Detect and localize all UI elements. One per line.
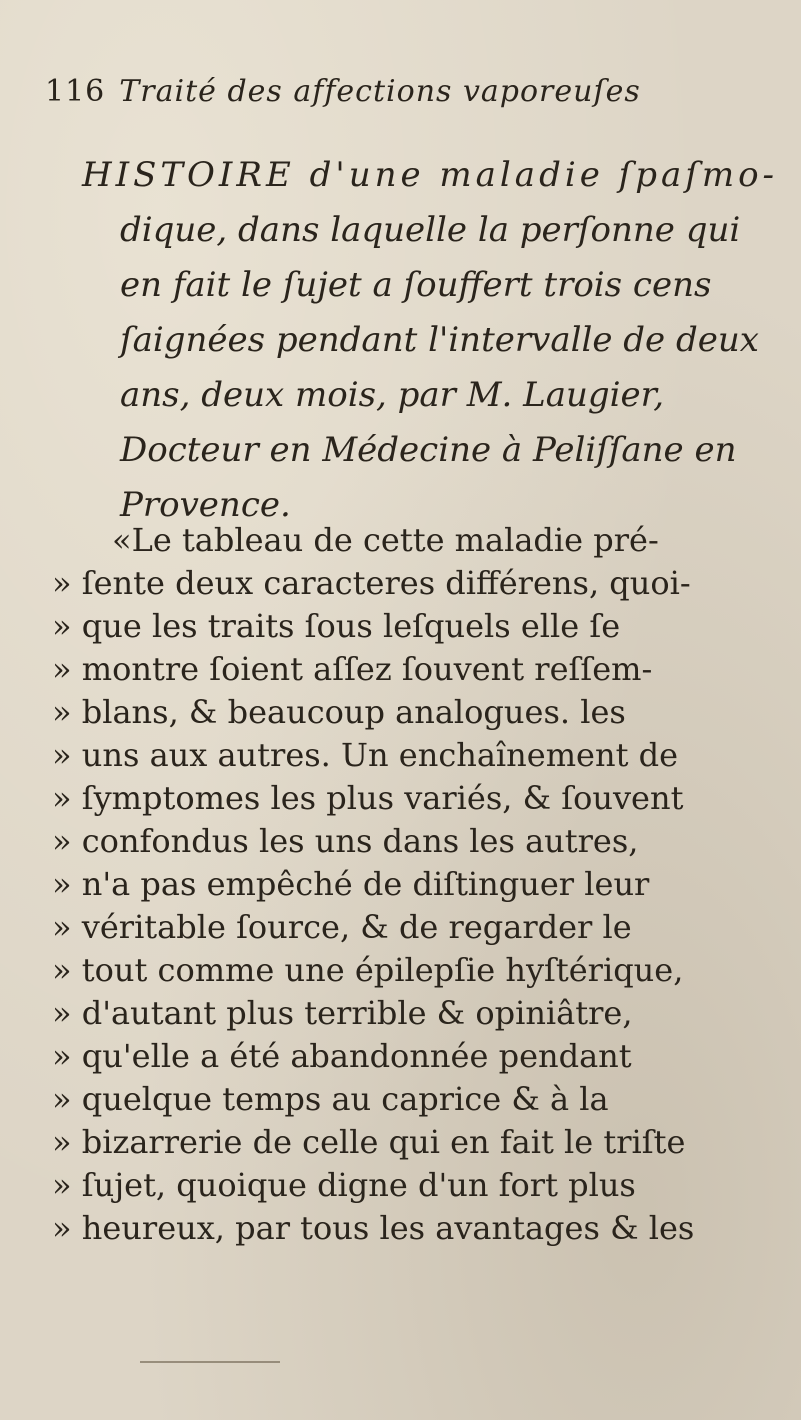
body-line: » confondus les uns dans les autres, <box>52 822 639 860</box>
heading-line: Provence. <box>120 485 291 525</box>
body-line: » quelque temps au caprice & à la <box>52 1080 609 1118</box>
page-number: 116 <box>45 74 106 109</box>
body-line: » ſymptomes les plus variés, & ſouvent <box>52 779 684 817</box>
body-line: » tout comme une épilepſie hyſtérique, <box>52 951 684 989</box>
body-paragraph <box>52 519 772 1250</box>
body-line: » blans, & beaucoup analogues. les <box>52 693 626 731</box>
heading-line: ans, deux mois, par M. Laugier, <box>120 375 664 415</box>
heading-line: Docteur en Médecine à Peliſſane en <box>120 430 737 470</box>
footer-rule <box>140 1361 280 1363</box>
body-line: » que les traits ſous leſquels elle ſe <box>52 607 621 645</box>
running-head <box>45 74 641 109</box>
body-line: » montre ſoient aſſez ſouvent reſſem- <box>52 650 653 688</box>
heading-line: HISTOIRE d'une maladie ſpaſmo- <box>82 155 779 195</box>
body-line: » uns aux autres. Un enchaînement de <box>52 736 679 774</box>
section-heading <box>82 148 779 533</box>
body-line: » ſente deux caracteres différens, quoi- <box>52 564 691 602</box>
body-line: » n'a pas empêché de diſtinguer leur <box>52 865 650 903</box>
body-line: » d'autant plus terrible & opiniâtre, <box>52 994 633 1032</box>
body-line: » bizarrerie de celle qui en fait le triſte <box>52 1123 686 1161</box>
heading-line: ſaignées pendant l'intervalle de deux <box>120 320 759 360</box>
body-line: «Le tableau de cette maladie pré- <box>112 521 659 559</box>
body-line: » qu'elle a été abandonnée pendant <box>52 1037 632 1075</box>
running-title: Traité des affections vaporeuſes <box>119 74 641 109</box>
heading-line: dique, dans laquelle la perſonne qui <box>120 210 741 250</box>
body-line: » heureux, par tous les avantages & les <box>52 1209 695 1247</box>
heading-line: en fait le ſujet a ſouffert trois cens <box>120 265 712 305</box>
body-line: » véritable ſource, & de regarder le <box>52 908 632 946</box>
body-line: » ſujet, quoique digne d'un fort plus <box>52 1166 636 1204</box>
